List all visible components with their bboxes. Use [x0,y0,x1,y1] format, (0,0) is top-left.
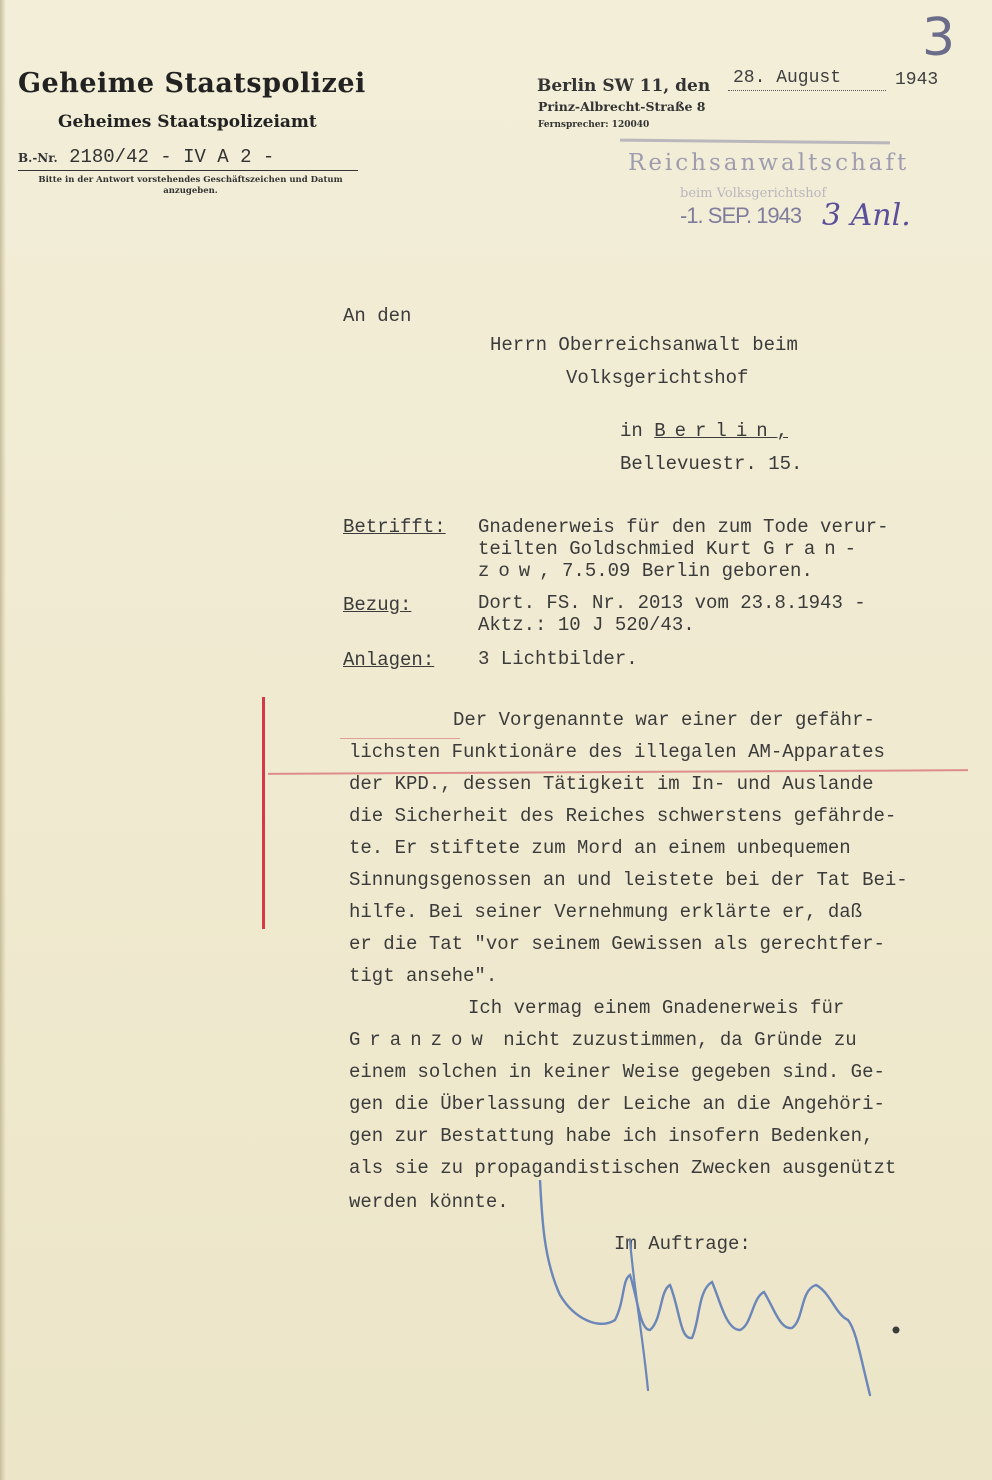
closing-label: Im Auftrage: [614,1233,751,1255]
stamp-date: -1. SEP. 1943 [680,203,802,228]
body-p1-line-7: hilfe. Bei seiner Vernehmung erklärte er, daß [349,901,863,923]
letterhead-title: Geheime Staatspolizei [18,68,366,99]
address-line-2: Herrn Oberreichsanwalt beim [490,334,798,356]
red-pencil-underline-short [340,738,460,739]
address-line-1: An den [343,305,412,327]
body-p1-line-9: tigt ansehe". [349,965,498,987]
letterhead-subtitle: Geheimes Staatspolizeiamt [58,112,317,132]
body-p2-line-4: gen die Überlassung der Leiche an die Angehöri- [349,1093,885,1115]
date-rule [728,90,886,91]
enclosures-value: 3 Lichtbilder. [478,648,638,670]
body-p2-line-6: als sie zu propagandistischen Zwecken ausgenützt [349,1157,897,1179]
red-pencil-margin-bar [262,697,265,929]
stamp-subtitle: beim Volksgerichtshof [680,186,827,201]
subject-name-part-2: zow [478,560,540,582]
subject-line-2 [478,538,865,560]
reference-line-2: Aktz.: 10 J 520/43. [478,614,695,636]
body-p1-line-8: er die Tat "vor seinem Gewissen als gerechtfer- [349,933,885,955]
address-line-4: in Berlin, [620,420,789,442]
body-p2-name-rest: nicht zuzustimmen, da Gründe zu [503,1029,857,1051]
stamp-title: Reichsanwaltschaft [628,150,910,176]
corner-pencil-mark: 3 [922,8,956,68]
body-p1-line-6: Sinnungsgenossen an und leistete bei der Tat Bei- [349,869,908,891]
subject-line-1: Gnadenerweis für den zum Tode verur- [478,516,889,538]
reply-hint: Bitte in der Antwort vorstehendes Geschäftszeichen und Datum anzugeben. [38,175,343,196]
date-value: 28. August [733,68,842,88]
body-p2-line-1: Ich vermag einem Gnadenerweis für [468,997,845,1019]
subject-name-part-1: Gran- [763,538,866,560]
reference-line-1: Dort. FS. Nr. 2013 vom 23.8.1943 - [478,592,866,614]
reference-label: Bezug: [343,594,412,616]
body-p1-line-5: te. Er stiftete zum Mord an einem unbequemen [349,837,851,859]
enclosures-label: Anlagen: [343,649,435,671]
subject-line-3b: , 7.5.09 Berlin geboren. [539,560,813,582]
stamp-handwritten-note: 3 Anl. [822,198,911,233]
body-p2-line-2 [349,1029,857,1051]
address-city: Berlin [654,420,777,442]
body-p1-line-1: Der Vorgenannte war einer der gefähr- [453,709,875,731]
street-address: Prinz-Albrecht-Straße 8 [538,99,706,114]
reference-prefix: B.-Nr. [18,151,58,165]
reference-number-line [18,146,274,168]
body-p2-line-3: einem solchen in keiner Weise gegeben sind. Ge- [349,1061,885,1083]
reference-number: 2180/42 - IV A 2 - [69,146,275,168]
body-p2-name: Granzow [349,1029,492,1051]
body-p1-line-4: die Sicherheit des Reiches schwerstens gefährde- [349,805,897,827]
address-line-3: Volksgerichtshof [566,367,749,389]
subject-line-3 [478,560,813,582]
body-p2-line-7: werden könnte. [349,1191,509,1213]
subject-line-2a: teilten Goldschmied Kurt [478,538,752,560]
body-p1-line-3: der KPD., dessen Tätigkeit im In- und Auslande [349,773,874,795]
paper-edge [0,0,6,1480]
phone-number: Fernsprecher: 120040 [538,120,650,130]
stamp-bar [620,139,890,145]
place-label: Berlin SW 11, den [537,76,711,96]
year-value: 1943 [895,70,939,90]
subject-label: Betrifft: [343,516,446,538]
signature-scribble [530,1180,920,1420]
reference-rule [18,170,358,171]
body-p2-line-5: gen zur Bestattung habe ich insofern Bedenken, [349,1125,874,1147]
body-p1-line-2: lichsten Funktionäre des illegalen AM-Apparates [349,741,885,763]
address-city-prefix: in [620,420,643,442]
address-line-5: Bellevuestr. 15. [620,453,803,475]
